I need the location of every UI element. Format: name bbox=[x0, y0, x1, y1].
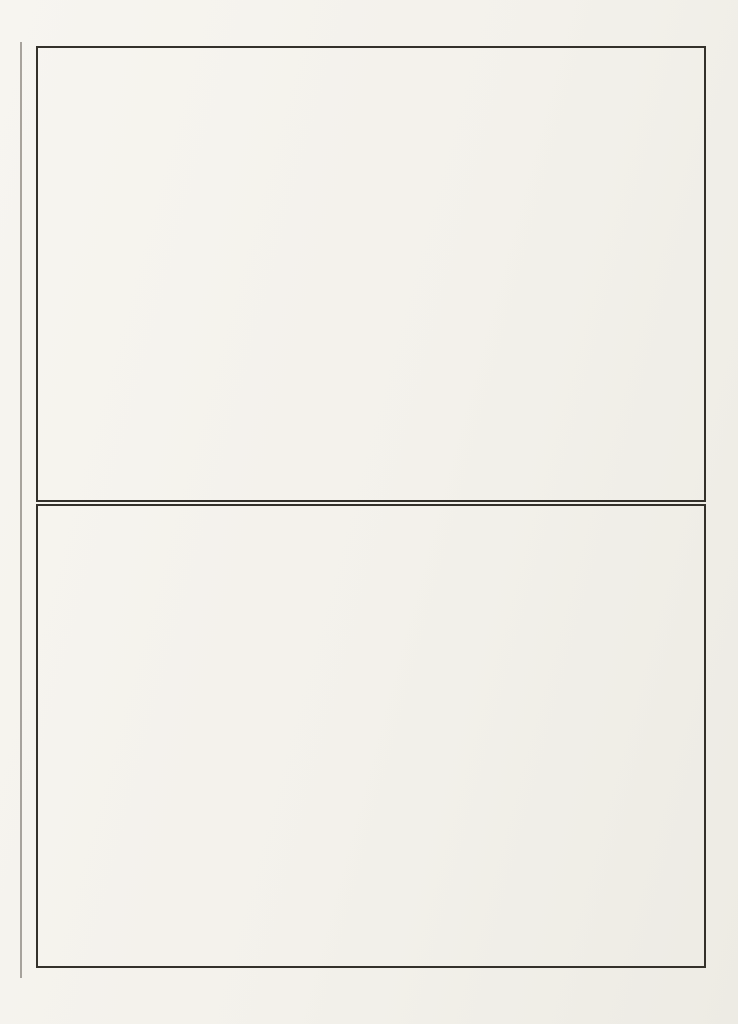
roster-table-bottom bbox=[36, 504, 706, 968]
roster-table-top bbox=[36, 46, 706, 502]
book-gutter-line bbox=[20, 42, 22, 978]
